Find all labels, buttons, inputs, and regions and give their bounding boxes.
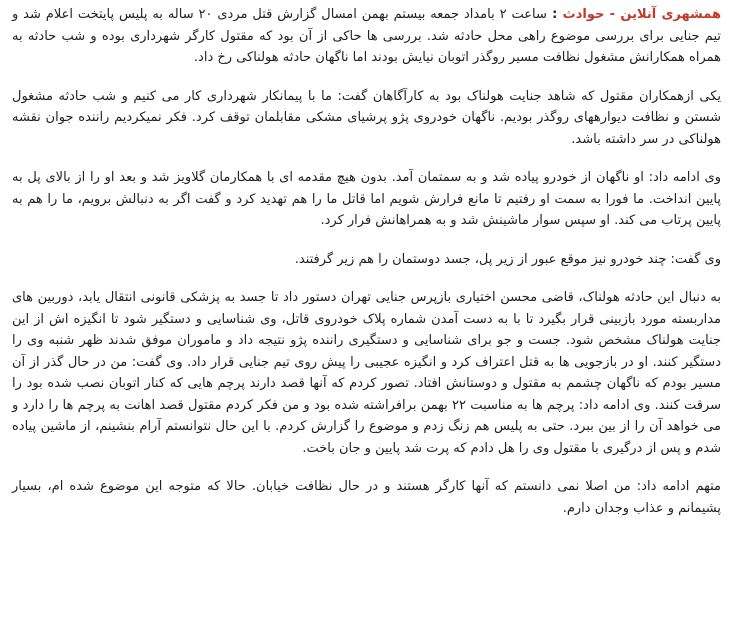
- lead-text: ساعت ۲ بامداد جمعه بیستم بهمن امسال گزارش قتل مردی ۲۰ ساله به پلیس پایتخت اعلام شد و تیم جنایی برای بررسی موضوع راهی محل حادثه شد. بررسی ها حاکی از آن بود که مقتول کارگر شهرداری بوده و شب حادثه به همراه همکارانش مشغول نظافت مسیر روگذر اتوبان نیایش بودند اما ناگهان حادثه هولناکی رخ داد.: [12, 7, 721, 65]
- category-colon: :: [546, 7, 563, 22]
- article-paragraph: به دنبال این حادثه هولناک، قاضی محسن اختیاری بازپرس جنایی تهران دستور داد تا جسد به پزشکی قانونی انتقال یابد، دوربین های مداربسته مورد بازبینی قرار بگیرد تا با به دست آمدن شماره پلاک خودروی قاتل، وی شناسایی و دستگیر شود تا انگیزه اش از این جنایت هولناک مشخص شود. جست و جو برای شناسایی و دستگیری راننده پژو نتیجه داد و ماموران موفق شدند ظهر شنبه وی را دستگیر کنند. او در بازجویی ها به قتل اعتراف کرد و انگیزه عجیبی را پیش روی تیم جنایی قرار داد. وی گفت: من در حال گذر از آن مسیر بودم که ناگهان چشمم به مقتول و دوستانش افتاد. تصور کردم که آنها قصد دارند پرچم هایی که کنار اتوبان نصب شده بود را سرقت کنند. وی ادامه داد: پرچم ها به مناسبت ۲۲ بهمن برافراشته شده بود و من فکر کردم مقتول قصد اهانت به پرچم ها را دارد و می خواهد آن را از بین ببرد. حتی به پلیس هم زنگ زدم و موضوع را گزارش کردم. با این حال نتوانستم آرام بنشینم، از ماشین پیاده شدم و پس از درگیری با مقتول وی را هل دادم که پرت شد پایین و جان باخت.: [12, 290, 721, 456]
- article-paragraph: متهم ادامه داد: من اصلا نمی دانستم که آنها کارگر هستند و در حال نظافت خیابان. حالا که متوجه این موضوع شده ام، بسیار پشیمانم و عذاب وجدان دارم.: [12, 479, 721, 516]
- article-paragraph: وی ادامه داد: او ناگهان از خودرو پیاده شد و به سمتمان آمد. بدون هیچ مقدمه ای با همکارمان گلاویز شد و بعد او را از بالای پل به پایین انداخت. ما فورا به سمت او رفتیم تا مانع فرارش شویم اما قاتل ما را هم تهدید کرد و گفت اگر به دنبالش برویم، ما را هم به پایین پرتاب می کند. او سپس سوار ماشینش شد و به همراهانش فرار کرد.: [12, 170, 721, 228]
- article-paragraph: وی گفت: چند خودرو نیز موقع عبور از زیر پل، جسد دوستمان را هم زیر گرفتند.: [294, 251, 721, 267]
- article-paragraph: یکی ازهمکاران مقتول که شاهد جنایت هولناک بود به کارآگاهان گفت: ما با پیمانکار شهرداری کار می کنیم و شب حادثه مشغول شستن و نظافت دیوارههای روگذر بودیم. ناگهان خودروی پژو پرشیای مشکی مقابلمان توقف کرد. فکر نمیکردیم راننده جوان نقشه هولناکی در سر داشته باشد.: [12, 88, 721, 147]
- news-source-label: همشهری آنلاین: [620, 7, 721, 22]
- news-category-label: حوادث: [562, 7, 605, 22]
- article-lead-paragraph: [12, 4, 721, 69]
- source-separator: -: [604, 7, 621, 22]
